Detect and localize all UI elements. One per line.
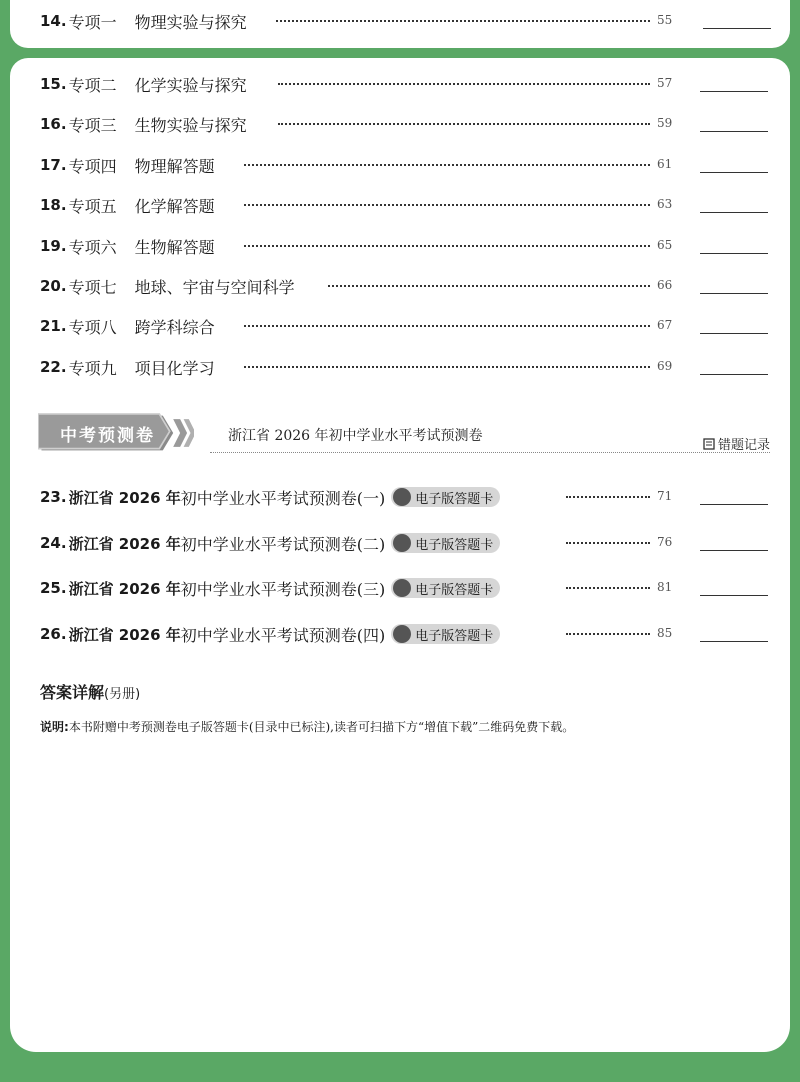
row-title-bold: 浙江省 2026 年 [68,534,181,553]
row-page: 63 [657,197,673,211]
row-category: 专项九 [68,358,117,378]
toc-row-20[interactable] [40,274,770,298]
leader-dots [244,204,650,206]
toc-row-21[interactable] [40,314,770,338]
record-line [700,293,768,294]
row-number: 20. [40,277,67,295]
leader-dots [278,123,650,125]
section-header [38,412,778,456]
toc-row-17[interactable] [40,153,770,177]
toc-row-22[interactable] [40,355,770,379]
row-number: 19. [40,237,67,255]
record-line [703,28,771,29]
row-page: 61 [657,157,673,171]
row-number: 15. [40,75,67,93]
toc-row-26[interactable] [40,622,770,646]
error-record-label [703,434,770,453]
row-title: 物理实验与探究 [134,12,247,32]
row-number: 17. [40,156,67,174]
row-page: 69 [657,359,673,373]
row-title: 初中学业水平考试预测卷(四) [180,625,386,645]
row-number: 16. [40,115,67,133]
leader-dots [278,83,650,85]
row-category: 专项四 [68,156,117,176]
toc-row-24[interactable] [40,531,770,555]
notebook-icon [703,438,715,450]
answers-sub: (另册) [104,687,141,702]
row-category: 专项三 [68,115,117,135]
leader-dots [244,164,650,166]
leader-dots [244,245,650,247]
section-subtitle: 浙江省 2026 年初中学业水平考试预测卷 [228,428,483,444]
qr-icon [393,625,411,643]
row-page: 55 [657,13,673,27]
row-title: 化学实验与探究 [134,75,247,95]
row-category: 专项六 [68,237,117,257]
row-category: 专项八 [68,317,117,337]
row-title-bold: 浙江省 2026 年 [68,488,181,507]
row-title: 生物实验与探究 [134,115,247,135]
row-page: 57 [657,76,673,90]
row-title: 物理解答题 [134,156,215,176]
record-line [700,91,768,92]
record-line [700,504,768,505]
leader-dots [566,496,650,498]
badge-label: 电子版答题卡 [415,628,494,644]
qr-icon [393,534,411,552]
qr-icon [393,488,411,506]
row-category: 专项二 [68,75,117,95]
row-title-bold: 浙江省 2026 年 [68,579,181,598]
row-page: 65 [657,238,673,252]
row-title: 项目化学习 [134,358,215,378]
row-category: 专项五 [68,196,117,216]
answer-card-badge[interactable] [391,624,500,644]
toc-row-18[interactable] [40,193,770,217]
row-title: 生物解答题 [134,237,215,257]
error-record-text: 错题记录 [717,438,770,453]
note-text: 本书附赠中考预测卷电子版答题卡(目录中已标注),读者可扫描下方“增值下载”二维码免费下载。 [68,720,575,734]
toc-row-16[interactable] [40,112,770,136]
leader-dots [276,20,650,22]
record-line [700,131,768,132]
row-number: 21. [40,317,67,335]
row-number: 18. [40,196,67,214]
toc-row-14[interactable] [40,9,770,33]
answer-card-badge[interactable] [391,578,500,598]
note-label: 说明: [40,720,69,734]
record-line [700,550,768,551]
row-title: 初中学业水平考试预测卷(一) [180,488,386,508]
note [40,718,574,735]
row-title: 初中学业水平考试预测卷(二) [180,534,386,554]
row-title: 跨学科综合 [134,317,215,337]
qr-icon [393,579,411,597]
record-line [700,641,768,642]
badge-label: 电子版答题卡 [415,491,494,507]
row-page: 81 [657,580,673,594]
leader-dots [566,633,650,635]
answer-card-badge[interactable] [391,533,500,553]
answer-card-badge[interactable] [391,487,500,507]
row-page: 66 [657,278,673,292]
answers-heading [40,680,140,703]
row-title: 化学解答题 [134,196,215,216]
leader-dots [328,285,650,287]
row-page: 85 [657,626,673,640]
record-line [700,595,768,596]
section-tab-label: 中考预测卷 [60,426,155,446]
section-divider [210,452,770,453]
record-line [700,253,768,254]
answers-title: 答案详解 [40,683,105,702]
row-title-bold: 浙江省 2026 年 [68,625,181,644]
leader-dots [566,587,650,589]
leader-dots [244,366,650,368]
row-number: 14. [40,12,67,30]
record-line [700,374,768,375]
row-title: 地球、宇宙与空间科学 [134,277,295,297]
row-category: 专项七 [68,277,117,297]
row-page: 67 [657,318,673,332]
badge-label: 电子版答题卡 [415,537,494,553]
row-title: 初中学业水平考试预测卷(三) [180,579,386,599]
row-page: 71 [657,489,673,503]
toc-row-15[interactable] [40,72,770,96]
row-number: 25. [40,579,67,597]
record-line [700,172,768,173]
row-number: 23. [40,488,67,506]
badge-label: 电子版答题卡 [415,582,494,598]
leader-dots [566,542,650,544]
row-number: 26. [40,625,67,643]
row-number: 24. [40,534,67,552]
toc-row-25[interactable] [40,576,770,600]
row-page: 59 [657,116,673,130]
row-page: 76 [657,535,673,549]
row-number: 22. [40,358,67,376]
row-category: 专项一 [68,12,117,32]
record-line [700,212,768,213]
toc-row-19[interactable] [40,234,770,258]
record-line [700,333,768,334]
leader-dots [244,325,650,327]
toc-row-23[interactable] [40,485,770,509]
